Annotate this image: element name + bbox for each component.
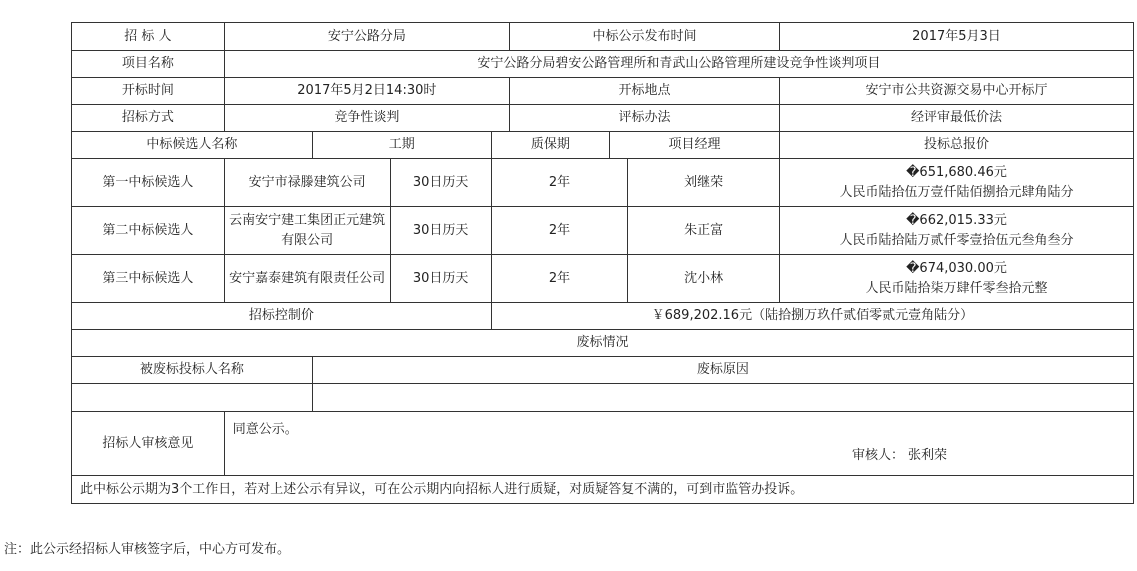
project-value: 安宁公路分局碧安公路管理所和青武山公路管理所建设竞争性谈判项目 <box>224 51 1133 78</box>
row-invalid-headers <box>72 357 1134 384</box>
reviewer-name: 张利荣 <box>907 448 947 463</box>
invalid-name-cell <box>72 384 313 412</box>
open-time-label: 开标时间 <box>72 78 225 105</box>
candidate-price-cell <box>779 159 1133 207</box>
publish-time-label: 中标公示发布时间 <box>509 23 779 51</box>
candidate-rank: 第二中标候选人 <box>72 207 225 255</box>
header-duration: 工期 <box>312 132 491 159</box>
opinion-label: 招标人审核意见 <box>72 412 225 476</box>
project-label: 项目名称 <box>72 51 225 78</box>
method-value: 竞争性谈判 <box>224 105 509 132</box>
candidate-row <box>72 159 1134 207</box>
control-price-value: ￥689,202.16元（陆拾捌万玖仟贰佰零贰元壹角陆分） <box>491 303 1133 330</box>
opinion-cell <box>224 412 1133 476</box>
row-method <box>72 105 1134 132</box>
open-place-value: 安宁市公共资源交易中心开标厅 <box>779 78 1133 105</box>
candidate-price-words: 人民币陆拾柒万肆仟零叁拾元整 <box>865 280 1048 296</box>
candidate-manager: 刘继荣 <box>628 159 780 207</box>
candidate-duration: 30日历天 <box>390 207 491 255</box>
method-label: 招标方式 <box>72 105 225 132</box>
row-invalid-title <box>72 330 1134 357</box>
candidate-price-words: 人民币陆拾陆万贰仟零壹拾伍元叁角叁分 <box>839 232 1074 248</box>
invalid-reason-cell <box>312 384 1133 412</box>
candidate-rank: 第一中标候选人 <box>72 159 225 207</box>
candidate-row <box>72 255 1134 303</box>
publish-time-value: 2017年5月3日 <box>779 23 1133 51</box>
open-time-value: 2017年5月2日14:30时 <box>224 78 509 105</box>
candidate-row <box>72 207 1134 255</box>
candidate-manager: 沈小林 <box>628 255 780 303</box>
row-footer <box>72 476 1134 504</box>
invalid-reason-header: 废标原因 <box>312 357 1133 384</box>
header-manager: 项目经理 <box>610 132 780 159</box>
invalid-name-header: 被废标投标人名称 <box>72 357 313 384</box>
candidate-price-words: 人民币陆拾伍万壹仟陆佰捌拾元肆角陆分 <box>839 184 1074 200</box>
candidate-duration: 30日历天 <box>390 159 491 207</box>
header-candidate: 中标候选人名称 <box>72 132 313 159</box>
candidate-warranty: 2年 <box>491 207 628 255</box>
reviewer-label: 审核人： <box>851 448 904 463</box>
candidate-warranty: 2年 <box>491 255 628 303</box>
eval-value: 经评审最低价法 <box>779 105 1133 132</box>
footer-text: 此中标公示期为3个工作日，若对上述公示有异议，可在公示期内向招标人进行质疑，对质疑答复不满的，可到市监管办投诉。 <box>72 476 1134 504</box>
candidate-price: �651,680.46元 <box>906 164 1007 180</box>
page-note: 注：此公示经招标人审核签字后，中心方可发布。 <box>4 542 291 557</box>
tenderer-value: 安宁公路分局 <box>224 23 509 51</box>
row-invalid-empty <box>72 384 1134 412</box>
candidate-name: 云南安宁建工集团正元建筑有限公司 <box>224 207 390 255</box>
candidate-rank: 第三中标候选人 <box>72 255 225 303</box>
candidate-name: 安宁嘉泰建筑有限责任公司 <box>224 255 390 303</box>
open-place-label: 开标地点 <box>509 78 779 105</box>
row-candidate-headers <box>72 132 1134 159</box>
row-open <box>72 78 1134 105</box>
header-bid-price: 投标总报价 <box>779 132 1133 159</box>
candidate-manager: 朱正富 <box>628 207 780 255</box>
row-project <box>72 51 1134 78</box>
control-price-label: 招标控制价 <box>72 303 492 330</box>
invalid-title: 废标情况 <box>72 330 1134 357</box>
tenderer-label: 招 标 人 <box>72 23 225 51</box>
candidate-price-cell <box>779 207 1133 255</box>
candidate-price: �674,030.00元 <box>906 260 1007 276</box>
row-tenderer <box>72 23 1134 51</box>
candidate-price: �662,015.33元 <box>906 212 1007 228</box>
candidate-name: 安宁市禄滕建筑公司 <box>224 159 390 207</box>
candidate-price-cell <box>779 255 1133 303</box>
candidate-warranty: 2年 <box>491 159 628 207</box>
row-opinion <box>72 412 1134 476</box>
header-warranty: 质保期 <box>491 132 609 159</box>
reviewer <box>848 446 947 466</box>
candidate-duration: 30日历天 <box>390 255 491 303</box>
opinion-text: 同意公示。 <box>232 422 298 437</box>
award-notice-table <box>71 22 1134 504</box>
eval-label: 评标办法 <box>509 105 779 132</box>
row-control-price <box>72 303 1134 330</box>
